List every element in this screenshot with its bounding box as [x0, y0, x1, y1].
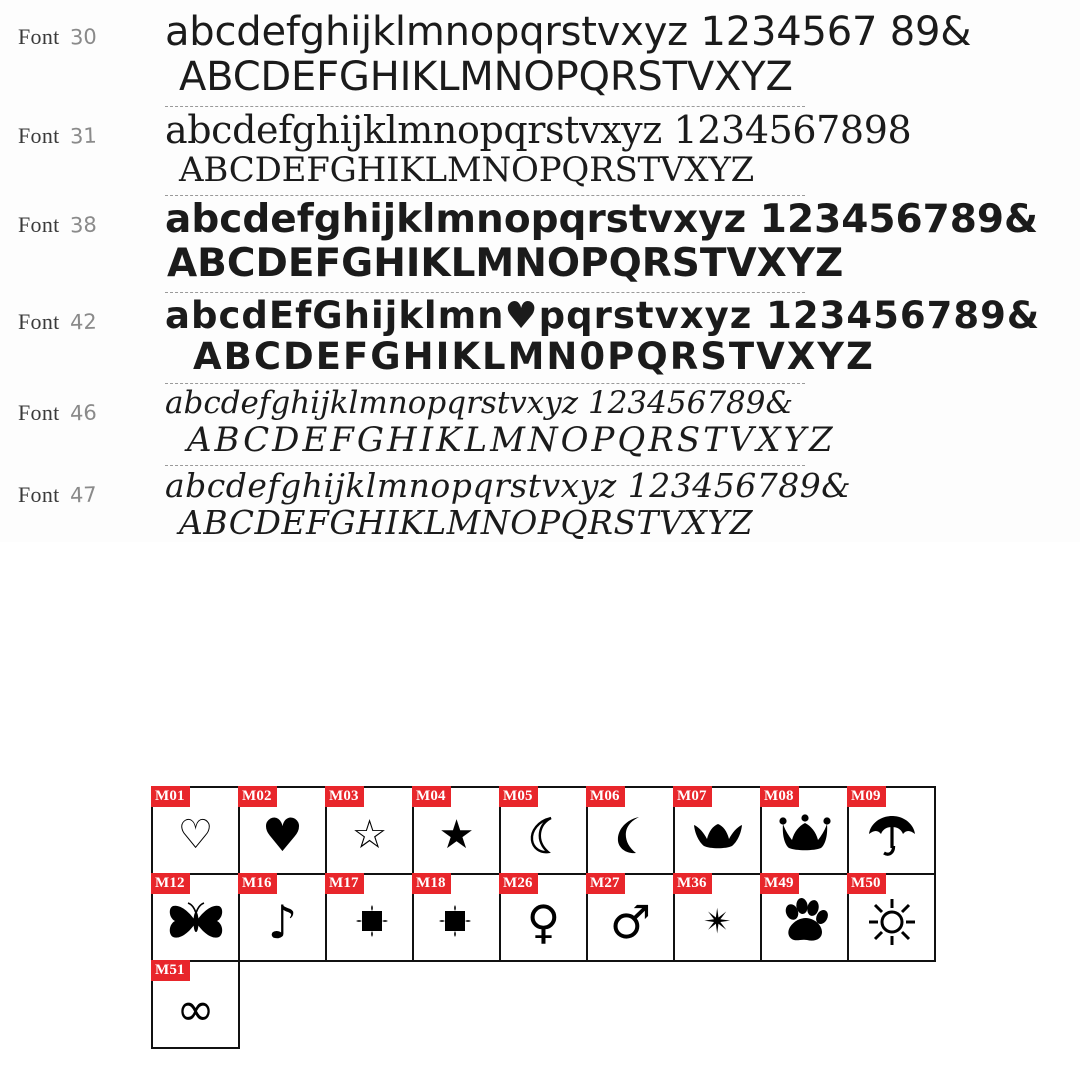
symbol-cell-m04[interactable] — [412, 786, 501, 875]
font-label — [0, 198, 165, 238]
symbol-code: M51 — [151, 960, 190, 981]
symbol-code: M16 — [238, 873, 277, 894]
symbol-code: M02 — [238, 786, 277, 807]
paw-print-icon — [780, 898, 830, 946]
star-filled-icon: ★ — [438, 811, 475, 858]
font-number: 31 — [69, 123, 97, 149]
font-sample-preview — [165, 109, 1080, 190]
symbol-cell-m02[interactable] — [238, 786, 327, 875]
crown-small-icon — [691, 815, 745, 855]
symbol-cell-m08[interactable] — [760, 786, 849, 875]
symbol-cell-m07[interactable] — [673, 786, 762, 875]
puzzle-piece-right-icon — [432, 899, 482, 945]
symbol-cell-m12[interactable] — [151, 873, 240, 962]
sample-uppercase-line: ABCDEFGHIKLMNOPQRSTVXYZ — [179, 150, 755, 190]
symbol-cell-m01[interactable] — [151, 786, 240, 875]
infinity-icon: ∞ — [176, 981, 215, 1036]
font-label — [0, 386, 165, 426]
symbol-cell-m27[interactable] — [586, 873, 675, 962]
sample-uppercase-line: ABCDEFGHIKLMNOPQRSTVXYZ — [179, 53, 793, 100]
umbrella-icon — [867, 810, 917, 860]
crescent-moon-filled-icon — [608, 812, 654, 858]
sample-lowercase-line: abcdefghijklmnopqrstvxyz 1234567 89& — [165, 10, 972, 55]
font-sample-preview — [165, 468, 1080, 542]
symbol-cell-m16[interactable] — [238, 873, 327, 962]
font-sample-preview — [165, 386, 1080, 459]
symbol-cell-m06[interactable] — [586, 786, 675, 875]
symbol-code: M05 — [499, 786, 538, 807]
font-label — [0, 109, 165, 149]
symbol-code: M26 — [499, 873, 538, 894]
heart-outline-icon: ♡ — [177, 811, 214, 858]
symbol-cell-m36[interactable] — [673, 873, 762, 962]
sample-lowercase-line: abcdEfGhijklmn♥pqrstvxyz 123456789& — [165, 294, 1041, 337]
sample-uppercase-line: ABCDEFGHIKLMNOPQRSTVXYZ — [167, 240, 844, 286]
sun-icon — [867, 897, 917, 947]
font-label — [0, 10, 165, 50]
symbol-cell-m18[interactable] — [412, 873, 501, 962]
symbol-code: M04 — [412, 786, 451, 807]
sample-uppercase-line: ABCDEFGHIKLMNOPQRSTVXYZ — [179, 503, 754, 543]
font-label-word: Font — [18, 308, 60, 334]
font-label-word: Font — [18, 24, 60, 49]
font-row — [0, 384, 1080, 459]
font-row — [0, 8, 1080, 100]
font-row — [0, 293, 1080, 378]
sample-lowercase-line: abcdefghijklmnopqrstvxyz 123456789& — [165, 468, 852, 506]
five-point-star-icon: ✴ — [703, 901, 732, 942]
symbol-cell-m05[interactable] — [499, 786, 588, 875]
crescent-moon-outline-icon — [521, 812, 567, 858]
font-label-word: Font — [18, 400, 60, 426]
music-note-icon: ♪ — [267, 894, 298, 949]
sample-lowercase-line: abcdefghijklmnopqrstvxyz 123456789& — [165, 386, 794, 422]
sample-uppercase-line: ABCDEFGHIKLMN0PQRSTVXYZ — [193, 335, 875, 378]
font-number: 46 — [69, 400, 97, 426]
symbol-code: M27 — [586, 873, 625, 894]
symbol-code: M18 — [412, 873, 451, 894]
font-sample-preview — [165, 10, 1080, 100]
puzzle-piece-left-icon — [345, 899, 395, 945]
star-outline-icon: ☆ — [351, 811, 388, 858]
font-row — [0, 107, 1080, 190]
font-label — [0, 468, 165, 508]
male-symbol-icon: ♂ — [609, 894, 652, 949]
symbol-row — [151, 873, 934, 960]
heart-filled-icon: ♥ — [261, 807, 304, 862]
butterfly-icon — [168, 900, 224, 944]
symbol-row — [151, 960, 934, 1047]
symbol-code: M06 — [586, 786, 625, 807]
symbol-code: M07 — [673, 786, 712, 807]
font-label-word: Font — [18, 122, 60, 148]
symbol-code: M08 — [760, 786, 799, 807]
sample-lowercase-line: abcdefghijklmnopqrstvxyz 1234567898 — [165, 108, 912, 152]
font-number: 38 — [69, 212, 97, 238]
symbol-code: M36 — [673, 873, 712, 894]
font-row — [0, 466, 1080, 542]
font-sample-preview — [165, 295, 1080, 378]
symbol-code: M49 — [760, 873, 799, 894]
font-label — [0, 295, 165, 335]
font-sample-preview — [165, 198, 1080, 285]
symbol-cell-m26[interactable] — [499, 873, 588, 962]
symbol-code: M50 — [847, 873, 886, 894]
symbol-code: M17 — [325, 873, 364, 894]
font-number: 30 — [69, 24, 97, 50]
sample-lowercase-line: abcdefghijklmnopqrstvxyz 123456789& — [165, 198, 1039, 243]
font-number: 42 — [69, 309, 97, 335]
font-label-word: Font — [18, 482, 60, 508]
font-label-word: Font — [18, 212, 60, 238]
symbol-cell-m50[interactable] — [847, 873, 936, 962]
female-symbol-icon: ♀ — [526, 894, 561, 949]
font-number: 47 — [69, 482, 97, 508]
symbol-cell-m03[interactable] — [325, 786, 414, 875]
symbol-grid — [151, 786, 934, 1047]
symbol-cell-m09[interactable] — [847, 786, 936, 875]
symbol-code: M09 — [847, 786, 886, 807]
symbol-cell-m49[interactable] — [760, 873, 849, 962]
symbol-code: M12 — [151, 873, 190, 894]
sample-uppercase-line: ABCDEFGHIKLMNOPQRSTVXYZ — [187, 420, 836, 460]
crown-large-icon — [779, 814, 831, 856]
symbol-row — [151, 786, 934, 873]
symbol-code: M01 — [151, 786, 190, 807]
symbol-cell-m51[interactable] — [151, 960, 240, 1049]
symbol-code: M03 — [325, 786, 364, 807]
symbol-cell-m17[interactable] — [325, 873, 414, 962]
font-row — [0, 196, 1080, 285]
